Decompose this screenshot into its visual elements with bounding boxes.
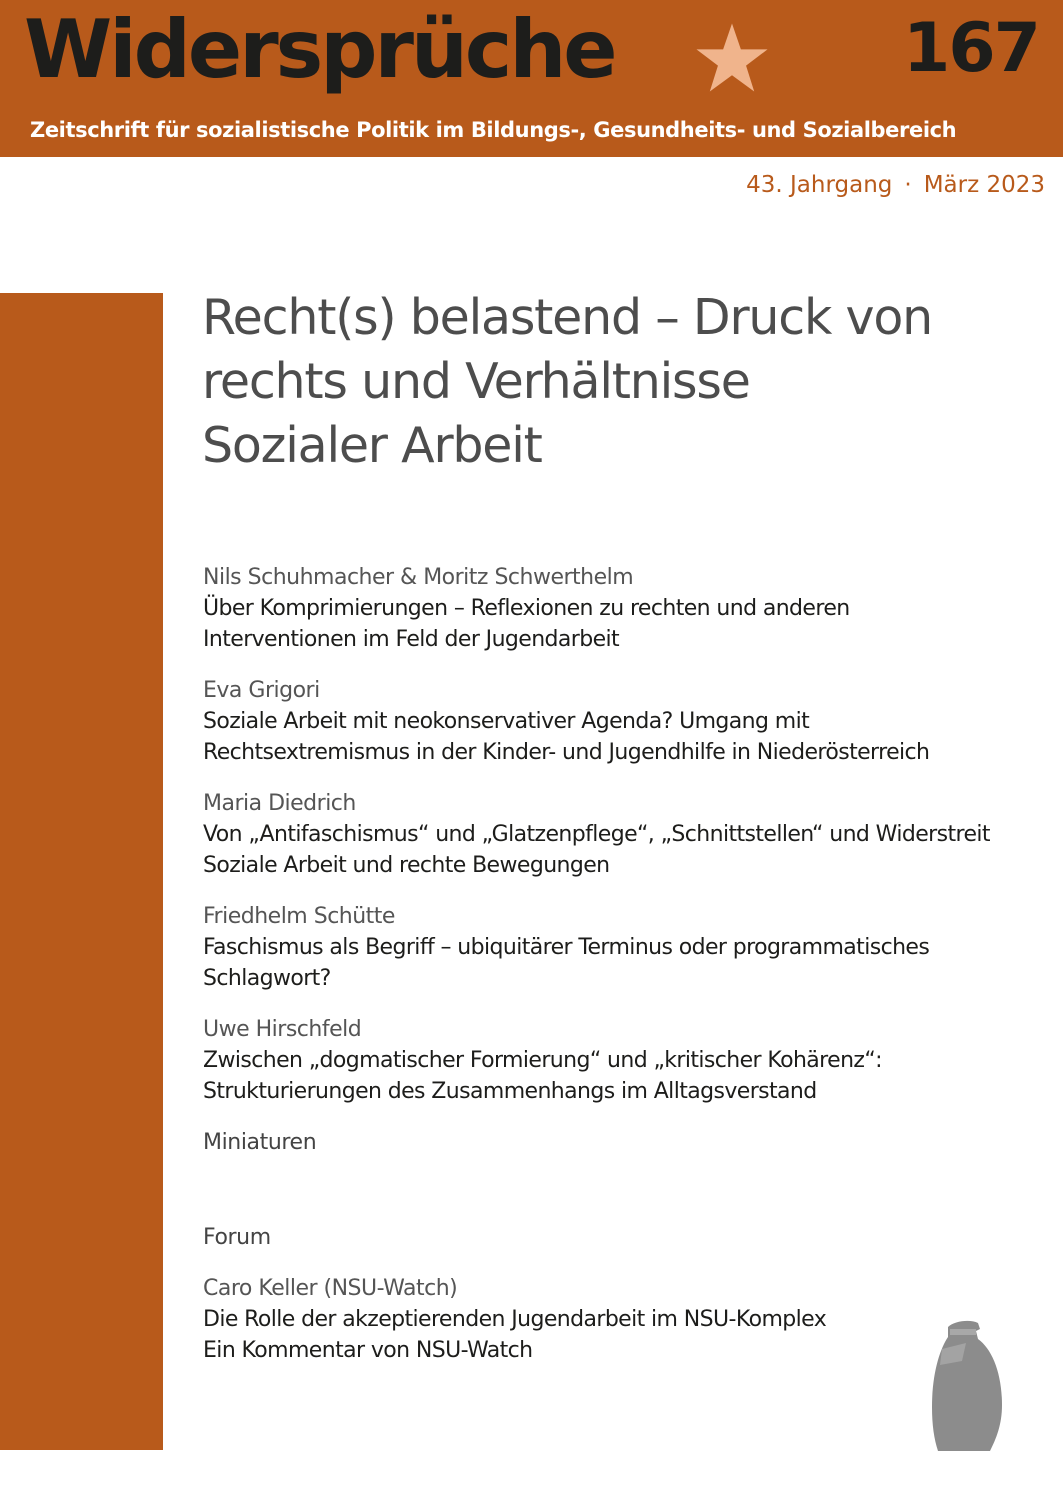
toc-entry [203,1014,1043,1107]
issue-number: 167 [903,9,1039,88]
toc-article-title: Rechtsextremismus in der Kinder- und Jugendhilfe in Niederösterreich [203,740,930,765]
toc-entry [203,562,1043,655]
toc-entry [203,901,1043,994]
toc-article-title: Schlagwort? [203,966,331,991]
toc-article-title: Soziale Arbeit mit neokonservativer Agenda? Umgang mit [203,709,810,734]
publisher-logo-icon [918,1313,1008,1453]
meta-separator: · [904,172,912,198]
issue-meta [746,172,1045,198]
toc-author: Maria Diedrich [203,791,356,816]
section-miniaturen: Miniaturen [203,1130,317,1155]
toc-entry-forum [203,1273,1043,1366]
toc-article-title: Die Rolle der akzeptierenden Jugendarbeit im NSU-Komplex [203,1307,827,1332]
toc-article-title: Über Komprimierungen – Reflexionen zu rechten und anderen [203,596,850,621]
toc-article-title: Interventionen im Feld der Jugendarbeit [203,627,620,652]
issue-title [202,286,1022,478]
star-icon [694,22,770,96]
toc-author: Eva Grigori [203,678,320,703]
toc-article-title: Soziale Arbeit und rechte Bewegungen [203,853,610,878]
toc-author: Friedhelm Schütte [203,904,395,929]
toc-article-title: Strukturierungen des Zusammenhangs im Alltagsverstand [203,1079,817,1104]
side-bar [0,293,163,1450]
volume-label: 43. Jahrgang [746,172,893,198]
toc-author: Uwe Hirschfeld [203,1017,362,1042]
toc-article-title: Ein Kommentar von NSU-Watch [203,1338,533,1363]
issue-title-line: rechts und Verhältnisse [202,353,750,410]
section-forum: Forum [203,1225,271,1250]
toc-article-title: Zwischen „dogmatischer Formierung“ und „kritischer Kohärenz“: [203,1048,882,1073]
toc-article-title: Von „Antifaschismus“ und „Glatzenpflege“, „Schnittstellen“ und Widerstreit [203,822,990,847]
toc-article-title: Faschismus als Begriff – ubiquitärer Terminus oder programmatisches [203,935,930,960]
toc-entry [203,788,1043,881]
toc-author: Nils Schuhmacher & Moritz Schwerthelm [203,565,634,590]
masthead-title: Widersprüche [24,3,615,96]
journal-subtitle: Zeitschrift für sozialistische Politik im Bildungs-, Gesundheits- und Sozialbereich [30,118,957,142]
issue-title-line: Recht(s) belastend – Druck von [202,289,932,346]
table-of-contents [203,562,1043,1386]
issue-date: März 2023 [923,172,1045,198]
toc-author: Caro Keller (NSU-Watch) [203,1276,458,1301]
toc-entry [203,675,1043,768]
issue-title-line: Sozialer Arbeit [202,417,542,474]
